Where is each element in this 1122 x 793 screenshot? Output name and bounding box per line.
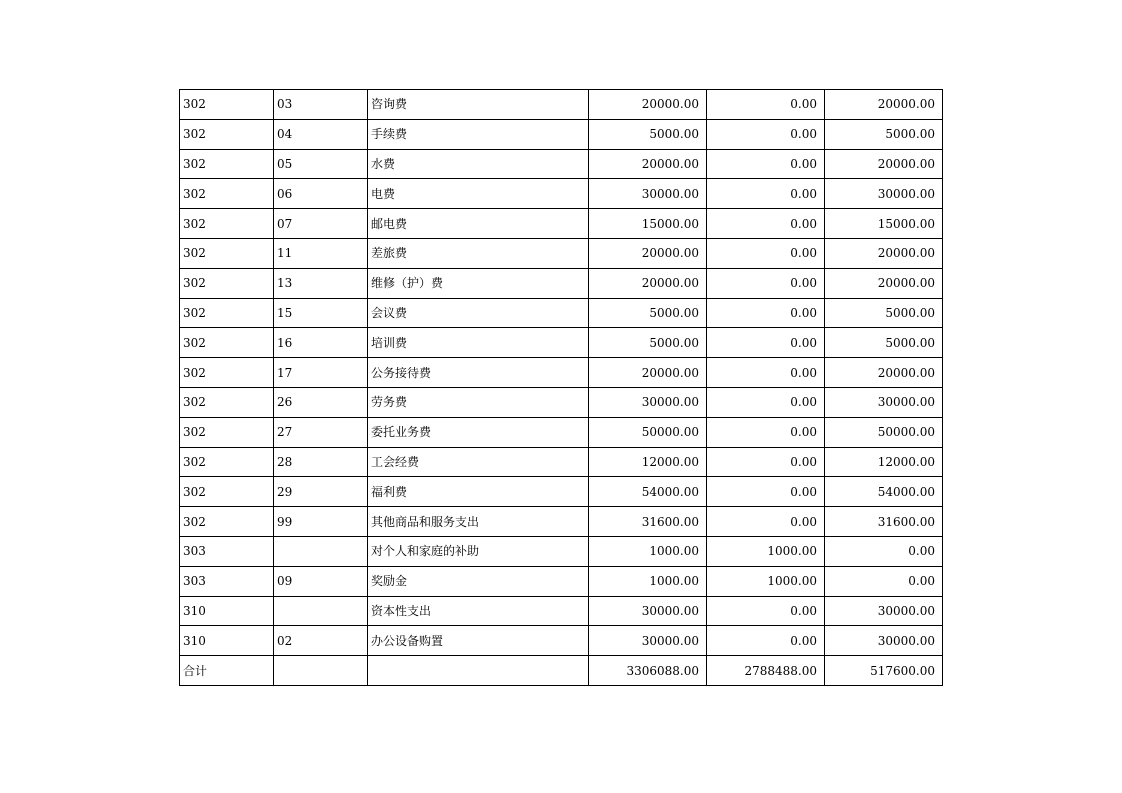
class-code-cell: 302 (180, 298, 274, 328)
table-row (180, 90, 943, 120)
total-amount-cell: 30000.00 (589, 387, 707, 417)
item-code-cell: 05 (274, 149, 368, 179)
item-code-cell: 16 (274, 328, 368, 358)
project-expenditure-cell: 20000.00 (825, 358, 943, 388)
total-amount-cell: 12000.00 (589, 447, 707, 477)
table-row (180, 209, 943, 239)
table-row (180, 417, 943, 447)
subject-name-cell: 其他商品和服务支出 (368, 507, 589, 537)
subject-name-cell: 手续费 (368, 119, 589, 149)
basic-expenditure-cell: 0.00 (707, 298, 825, 328)
table-row (180, 447, 943, 477)
subject-name-cell: 公务接待费 (368, 358, 589, 388)
class-code-cell: 合计 (180, 656, 274, 686)
item-code-cell: 26 (274, 387, 368, 417)
table-row (180, 536, 943, 566)
project-expenditure-cell: 5000.00 (825, 119, 943, 149)
total-amount-cell: 3306088.00 (589, 656, 707, 686)
budget-expenditure-table (179, 89, 943, 686)
item-code-cell: 15 (274, 298, 368, 328)
table-row (180, 477, 943, 507)
basic-expenditure-cell: 0.00 (707, 626, 825, 656)
project-expenditure-cell: 50000.00 (825, 417, 943, 447)
class-code-cell: 302 (180, 149, 274, 179)
basic-expenditure-cell: 1000.00 (707, 536, 825, 566)
class-code-cell: 302 (180, 179, 274, 209)
item-code-cell: 28 (274, 447, 368, 477)
class-code-cell: 302 (180, 209, 274, 239)
item-code-cell: 06 (274, 179, 368, 209)
class-code-cell: 302 (180, 417, 274, 447)
item-code-cell: 27 (274, 417, 368, 447)
project-expenditure-cell: 5000.00 (825, 298, 943, 328)
basic-expenditure-cell: 0.00 (707, 417, 825, 447)
class-code-cell: 302 (180, 358, 274, 388)
item-code-cell: 03 (274, 90, 368, 120)
total-amount-cell: 30000.00 (589, 596, 707, 626)
total-amount-cell: 15000.00 (589, 209, 707, 239)
subject-name-cell: 委托业务费 (368, 417, 589, 447)
project-expenditure-cell: 0.00 (825, 566, 943, 596)
project-expenditure-cell: 54000.00 (825, 477, 943, 507)
subject-name-cell: 咨询费 (368, 90, 589, 120)
total-amount-cell: 20000.00 (589, 358, 707, 388)
basic-expenditure-cell: 0.00 (707, 447, 825, 477)
subject-name-cell: 电费 (368, 179, 589, 209)
class-code-cell: 310 (180, 626, 274, 656)
project-expenditure-cell: 30000.00 (825, 179, 943, 209)
subject-name-cell: 办公设备购置 (368, 626, 589, 656)
project-expenditure-cell: 15000.00 (825, 209, 943, 239)
basic-expenditure-cell: 0.00 (707, 596, 825, 626)
item-code-cell (274, 596, 368, 626)
table-row (180, 596, 943, 626)
subject-name-cell: 邮电费 (368, 209, 589, 239)
subject-name-cell: 差旅费 (368, 238, 589, 268)
class-code-cell: 302 (180, 387, 274, 417)
table-body (180, 90, 943, 686)
basic-expenditure-cell: 0.00 (707, 477, 825, 507)
item-code-cell: 04 (274, 119, 368, 149)
total-amount-cell: 20000.00 (589, 90, 707, 120)
subject-name-cell: 培训费 (368, 328, 589, 358)
basic-expenditure-cell: 0.00 (707, 209, 825, 239)
total-amount-cell: 5000.00 (589, 328, 707, 358)
project-expenditure-cell: 517600.00 (825, 656, 943, 686)
table-row (180, 328, 943, 358)
class-code-cell: 302 (180, 268, 274, 298)
project-expenditure-cell: 30000.00 (825, 626, 943, 656)
project-expenditure-cell: 5000.00 (825, 328, 943, 358)
table-row (180, 298, 943, 328)
table-row (180, 268, 943, 298)
total-amount-cell: 20000.00 (589, 268, 707, 298)
class-code-cell: 303 (180, 566, 274, 596)
total-amount-cell: 1000.00 (589, 566, 707, 596)
total-amount-cell: 54000.00 (589, 477, 707, 507)
subject-name-cell: 会议费 (368, 298, 589, 328)
project-expenditure-cell: 12000.00 (825, 447, 943, 477)
item-code-cell (274, 656, 368, 686)
class-code-cell: 302 (180, 477, 274, 507)
table-row (180, 566, 943, 596)
subject-name-cell: 维修（护）费 (368, 268, 589, 298)
subject-name-cell: 工会经费 (368, 447, 589, 477)
project-expenditure-cell: 30000.00 (825, 387, 943, 417)
class-code-cell: 302 (180, 238, 274, 268)
project-expenditure-cell: 20000.00 (825, 268, 943, 298)
total-amount-cell: 5000.00 (589, 298, 707, 328)
total-amount-cell: 5000.00 (589, 119, 707, 149)
table-row (180, 238, 943, 268)
basic-expenditure-cell: 0.00 (707, 268, 825, 298)
basic-expenditure-cell: 0.00 (707, 358, 825, 388)
subject-name-cell: 劳务费 (368, 387, 589, 417)
class-code-cell: 302 (180, 507, 274, 537)
table-row (180, 119, 943, 149)
table-row (180, 179, 943, 209)
total-amount-cell: 50000.00 (589, 417, 707, 447)
basic-expenditure-cell: 0.00 (707, 119, 825, 149)
project-expenditure-cell: 30000.00 (825, 596, 943, 626)
table-row (180, 387, 943, 417)
subject-name-cell: 奖励金 (368, 566, 589, 596)
table-row (180, 507, 943, 537)
item-code-cell: 02 (274, 626, 368, 656)
class-code-cell: 302 (180, 90, 274, 120)
total-amount-cell: 30000.00 (589, 626, 707, 656)
class-code-cell: 302 (180, 328, 274, 358)
basic-expenditure-cell: 0.00 (707, 149, 825, 179)
subject-name-cell: 对个人和家庭的补助 (368, 536, 589, 566)
item-code-cell: 17 (274, 358, 368, 388)
project-expenditure-cell: 20000.00 (825, 238, 943, 268)
item-code-cell: 99 (274, 507, 368, 537)
total-amount-cell: 30000.00 (589, 179, 707, 209)
item-code-cell: 29 (274, 477, 368, 507)
item-code-cell: 07 (274, 209, 368, 239)
class-code-cell: 302 (180, 447, 274, 477)
item-code-cell: 11 (274, 238, 368, 268)
subject-name-cell: 资本性支出 (368, 596, 589, 626)
class-code-cell: 310 (180, 596, 274, 626)
item-code-cell: 13 (274, 268, 368, 298)
project-expenditure-cell: 20000.00 (825, 90, 943, 120)
project-expenditure-cell: 0.00 (825, 536, 943, 566)
basic-expenditure-cell: 0.00 (707, 328, 825, 358)
total-amount-cell: 1000.00 (589, 536, 707, 566)
total-amount-cell: 31600.00 (589, 507, 707, 537)
basic-expenditure-cell: 0.00 (707, 179, 825, 209)
class-code-cell: 303 (180, 536, 274, 566)
item-code-cell: 09 (274, 566, 368, 596)
basic-expenditure-cell: 1000.00 (707, 566, 825, 596)
table-row (180, 149, 943, 179)
table-row (180, 626, 943, 656)
class-code-cell: 302 (180, 119, 274, 149)
basic-expenditure-cell: 2788488.00 (707, 656, 825, 686)
table-row (180, 358, 943, 388)
subject-name-cell (368, 656, 589, 686)
project-expenditure-cell: 31600.00 (825, 507, 943, 537)
basic-expenditure-cell: 0.00 (707, 387, 825, 417)
subject-name-cell: 福利费 (368, 477, 589, 507)
basic-expenditure-cell: 0.00 (707, 90, 825, 120)
subject-name-cell: 水费 (368, 149, 589, 179)
total-amount-cell: 20000.00 (589, 238, 707, 268)
project-expenditure-cell: 20000.00 (825, 149, 943, 179)
table-row (180, 656, 943, 686)
item-code-cell (274, 536, 368, 566)
basic-expenditure-cell: 0.00 (707, 507, 825, 537)
total-amount-cell: 20000.00 (589, 149, 707, 179)
basic-expenditure-cell: 0.00 (707, 238, 825, 268)
